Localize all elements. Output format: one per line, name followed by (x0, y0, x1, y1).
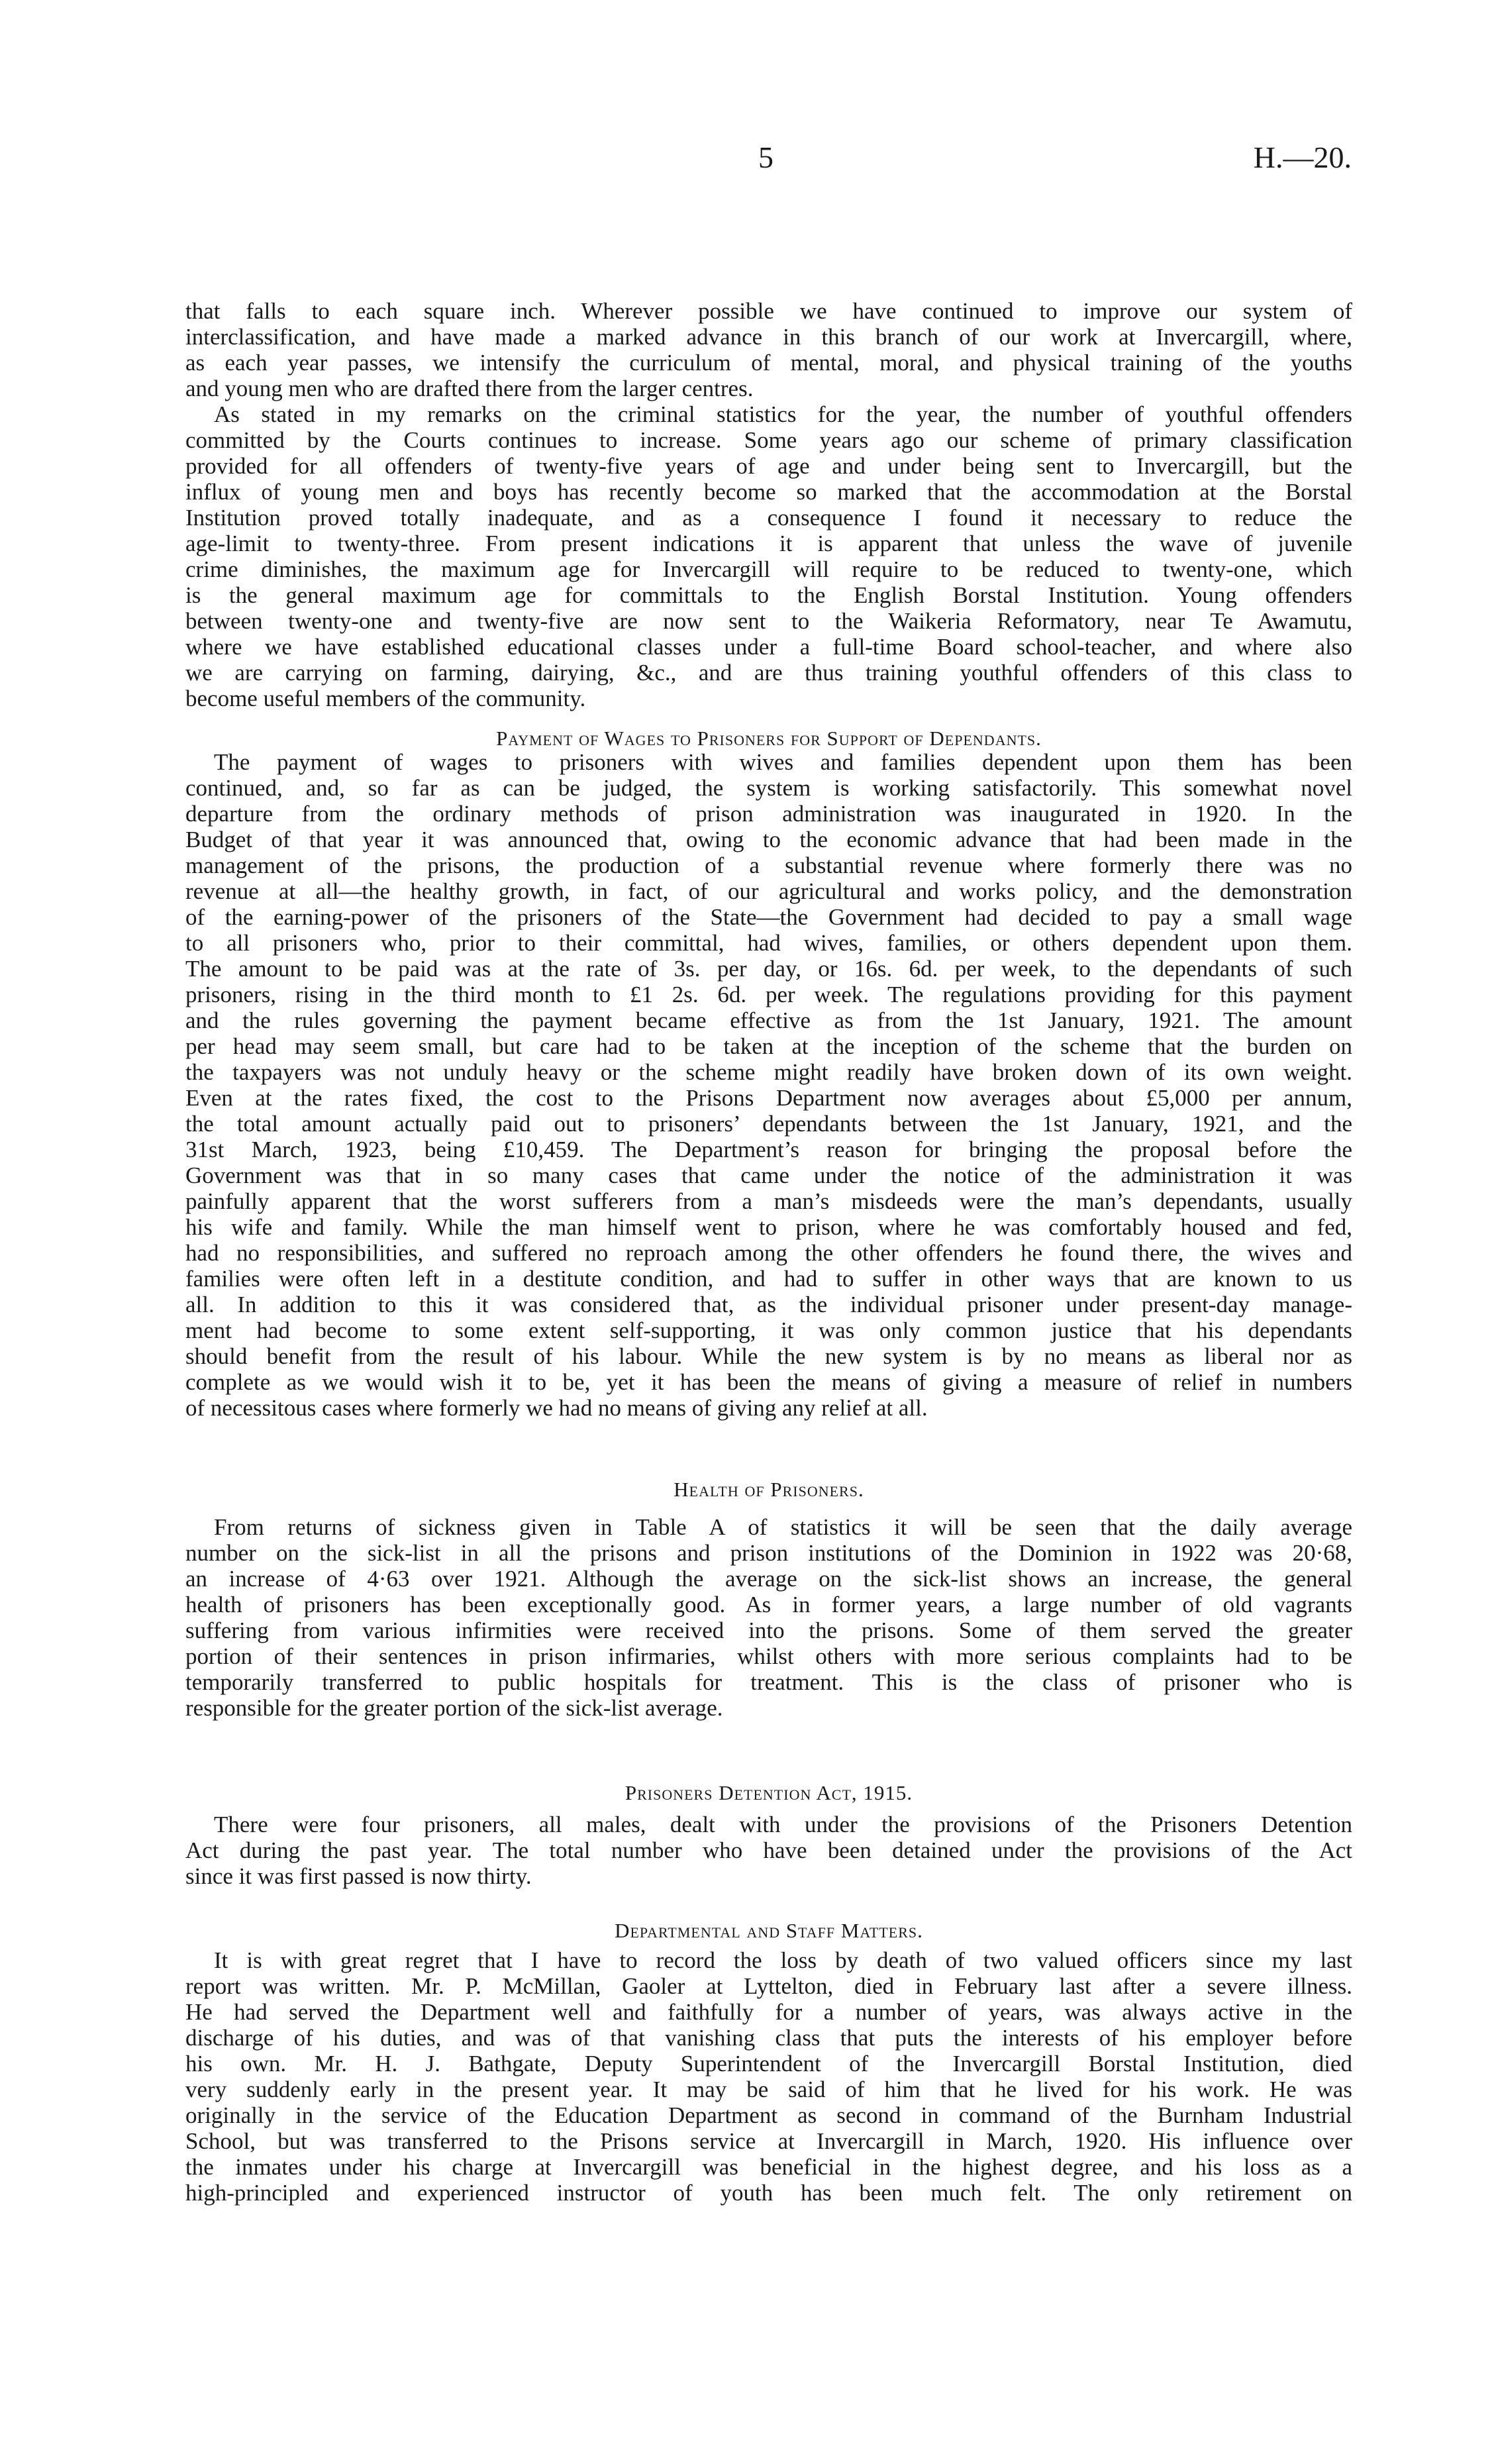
text-line: management of the prisons, the production of a substantial revenue where formerly there was no (185, 852, 1352, 878)
text-line: originally in the service of the Education Department as second in command of the Burnham Industrial (185, 2102, 1352, 2128)
text-line: The payment of wages to prisoners with wives and families dependent upon them has been (214, 749, 1352, 775)
paragraph (185, 1514, 1352, 1721)
text-line: number on the sick-list in all the prisons and prison institutions of the Dominion in 1922 was 20·68, (185, 1540, 1352, 1566)
text-line: Government was that in so many cases that came under the notice of the administration it was (185, 1162, 1352, 1188)
text-line: prisoners, rising in the third month to £1 2s. 6d. per week. The regulations providing for this payment (185, 982, 1352, 1007)
text-line: the inmates under his charge at Invercargill was beneficial in the highest degree, and his loss as a (185, 2154, 1352, 2180)
text-line: had no responsibilities, and suffered no reproach among the other offenders he found there, the wives and (185, 1240, 1352, 1266)
text-line: responsible for the greater portion of the sick-list average. (185, 1695, 723, 1721)
text-line: temporarily transferred to public hospitals for treatment. This is the class of prisoner who is (185, 1669, 1352, 1695)
text-line: of necessitous cases where formerly we had no means of giving any relief at all. (185, 1395, 928, 1421)
text-line: that falls to each square inch. Wherever possible we have continued to improve our system of (185, 298, 1352, 324)
text-line: suffering from various infirmities were received into the prisons. Some of them served the greater (185, 1617, 1352, 1643)
text-line: School, but was transferred to the Prisons service at Invercargill in March, 1920. His influence over (185, 2128, 1352, 2154)
text-line: families were often left in a destitute condition, and had to suffer in other ways that are known to us (185, 1266, 1352, 1292)
text-line: an increase of 4·63 over 1921. Although the average on the sick-list shows an increase, the general (185, 1566, 1352, 1592)
paragraph (185, 1947, 1352, 2206)
text-line: high-principled and experienced instructor of youth has been much felt. The only retirement on (185, 2180, 1352, 2206)
section-heading-health: Health of Prisoners. (673, 1478, 864, 1501)
text-line: report was written. Mr. P. McMillan, Gaoler at Lyttelton, died in February last after a severe illness. (185, 1973, 1352, 1999)
text-line: should benefit from the result of his labour. While the new system is by no means as liberal nor as (185, 1343, 1352, 1369)
text-line: continued, and, so far as can be judged, the system is working satisfactorily. This somewhat novel (185, 775, 1352, 801)
text-line: complete as we would wish it to be, yet it has been the means of giving a measure of relief in numbers (185, 1369, 1352, 1395)
text-line: revenue at all—the healthy growth, in fact, of our agricultural and works policy, and the demonstration (185, 878, 1352, 904)
text-line: become useful members of the community. (185, 686, 586, 711)
section-body-health (185, 1514, 1352, 1721)
document-reference: H.—20. (1253, 140, 1352, 174)
text-line: portion of their sentences in prison infirmaries, whilst others with more serious complaints had to be (185, 1643, 1352, 1669)
text-line: where we have established educational classes under a full-time Board school-teacher, and where also (185, 634, 1352, 660)
section-body-p1 (185, 298, 1352, 711)
text-line: The amount to be paid was at the rate of 3s. per day, or 16s. 6d. per week, to the dependants of such (185, 956, 1352, 982)
text-line: since it was first passed is now thirty. (185, 1863, 532, 1889)
text-line: per head may seem small, but care had to be taken at the inception of the scheme that the burden on (185, 1033, 1352, 1059)
text-line: From returns of sickness given in Table A of statistics it will be seen that the daily average (214, 1514, 1352, 1540)
text-line: between twenty-one and twenty-five are now sent to the Waikeria Reformatory, near Te Awamutu, (185, 608, 1352, 634)
text-line: Budget of that year it was announced that, owing to the economic advance that had been made in the (185, 827, 1352, 852)
text-line: Act during the past year. The total number who have been detained under the provisions of the Act (185, 1837, 1352, 1863)
section-body-wages (185, 749, 1352, 1421)
text-line: his wife and family. While the man himself went to prison, where he was comfortably housed and fed, (185, 1214, 1352, 1240)
paragraph (185, 401, 1352, 711)
text-line: influx of young men and boys has recently become so marked that the accommodation at the Borstal (185, 479, 1352, 505)
section-heading-detention: Prisoners Detention Act, 1915. (624, 1781, 913, 1804)
section-body-staff (185, 1947, 1352, 2206)
paragraph (185, 1812, 1352, 1889)
text-line: and young men who are drafted there from the larger centres. (185, 376, 754, 401)
text-line: As stated in my remarks on the criminal statistics for the year, the number of youthful offenders (214, 401, 1352, 427)
paragraph (185, 749, 1352, 1421)
text-line: health of prisoners has been exceptionally good. As in former years, a large number of old vagrants (185, 1592, 1352, 1617)
section-body-detention (185, 1812, 1352, 1889)
section-heading-wages: Payment of Wages to Prisoners for Support of Dependants. (496, 727, 1042, 750)
text-line: ment had become to some extent self-supporting, it was only common justice that his dependants (185, 1317, 1352, 1343)
text-line: crime diminishes, the maximum age for Invercargill will require to be reduced to twenty-one, which (185, 556, 1352, 582)
text-line: Even at the rates fixed, the cost to the Prisons Department now averages about £5,000 per annum, (185, 1085, 1352, 1111)
text-line: It is with great regret that I have to record the loss by death of two valued officers since my last (214, 1947, 1352, 1973)
text-line: There were four prisoners, all males, dealt with under the provisions of the Prisoners Detention (214, 1812, 1352, 1837)
text-line: the taxpayers was not unduly heavy or the scheme might readily have broken down of its own weight. (185, 1059, 1352, 1085)
text-line: departure from the ordinary methods of prison administration was inaugurated in 1920. In the (185, 801, 1352, 827)
text-line: all. In addition to this it was considered that, as the individual prisoner under present-day manage- (185, 1292, 1352, 1317)
text-line: discharge of his duties, and was of that vanishing class that puts the interests of his employer before (185, 2025, 1352, 2051)
text-line: of the earning-power of the prisoners of the State—the Government had decided to pay a small wage (185, 904, 1352, 930)
section-heading-staff: Departmental and Staff Matters. (615, 1919, 923, 1942)
text-line: and the rules governing the payment became effective as from the 1st January, 1921. The amount (185, 1007, 1352, 1033)
text-line: 31st March, 1923, being £10,459. The Department’s reason for bringing the proposal before the (185, 1137, 1352, 1162)
text-line: very suddenly early in the present year. It may be said of him that he lived for his work. He was (185, 2077, 1352, 2102)
paragraph (185, 298, 1352, 401)
text-line: age-limit to twenty-three. From present indications it is apparent that unless the wave of juvenile (185, 531, 1352, 556)
text-line: committed by the Courts continues to increase. Some years ago our scheme of primary classification (185, 427, 1352, 453)
text-line: interclassification, and have made a marked advance in this branch of our work at Invercargill, where, (185, 324, 1352, 350)
text-line: as each year passes, we intensify the curriculum of mental, moral, and physical training of the youths (185, 350, 1352, 376)
text-line: we are carrying on farming, dairying, &c., and are thus training youthful offenders of this class to (185, 660, 1352, 686)
page-number: 5 (758, 140, 773, 174)
text-line: to all prisoners who, prior to their committal, had wives, families, or others dependent upon them. (185, 930, 1352, 956)
text-line: He had served the Department well and faithfully for a number of years, was always active in the (185, 1999, 1352, 2025)
text-line: provided for all offenders of twenty-five years of age and under being sent to Invercargill, but the (185, 453, 1352, 479)
text-line: the total amount actually paid out to prisoners’ dependants between the 1st January, 1921, and the (185, 1111, 1352, 1137)
text-line: Institution proved totally inadequate, and as a consequence I found it necessary to reduce the (185, 505, 1352, 531)
text-line: is the general maximum age for committals to the English Borstal Institution. Young offenders (185, 582, 1352, 608)
text-line: his own. Mr. H. J. Bathgate, Deputy Superintendent of the Invercargill Borstal Institution, died (185, 2051, 1352, 2077)
text-line: painfully apparent that the worst sufferers from a man’s misdeeds were the man’s dependants, usually (185, 1188, 1352, 1214)
